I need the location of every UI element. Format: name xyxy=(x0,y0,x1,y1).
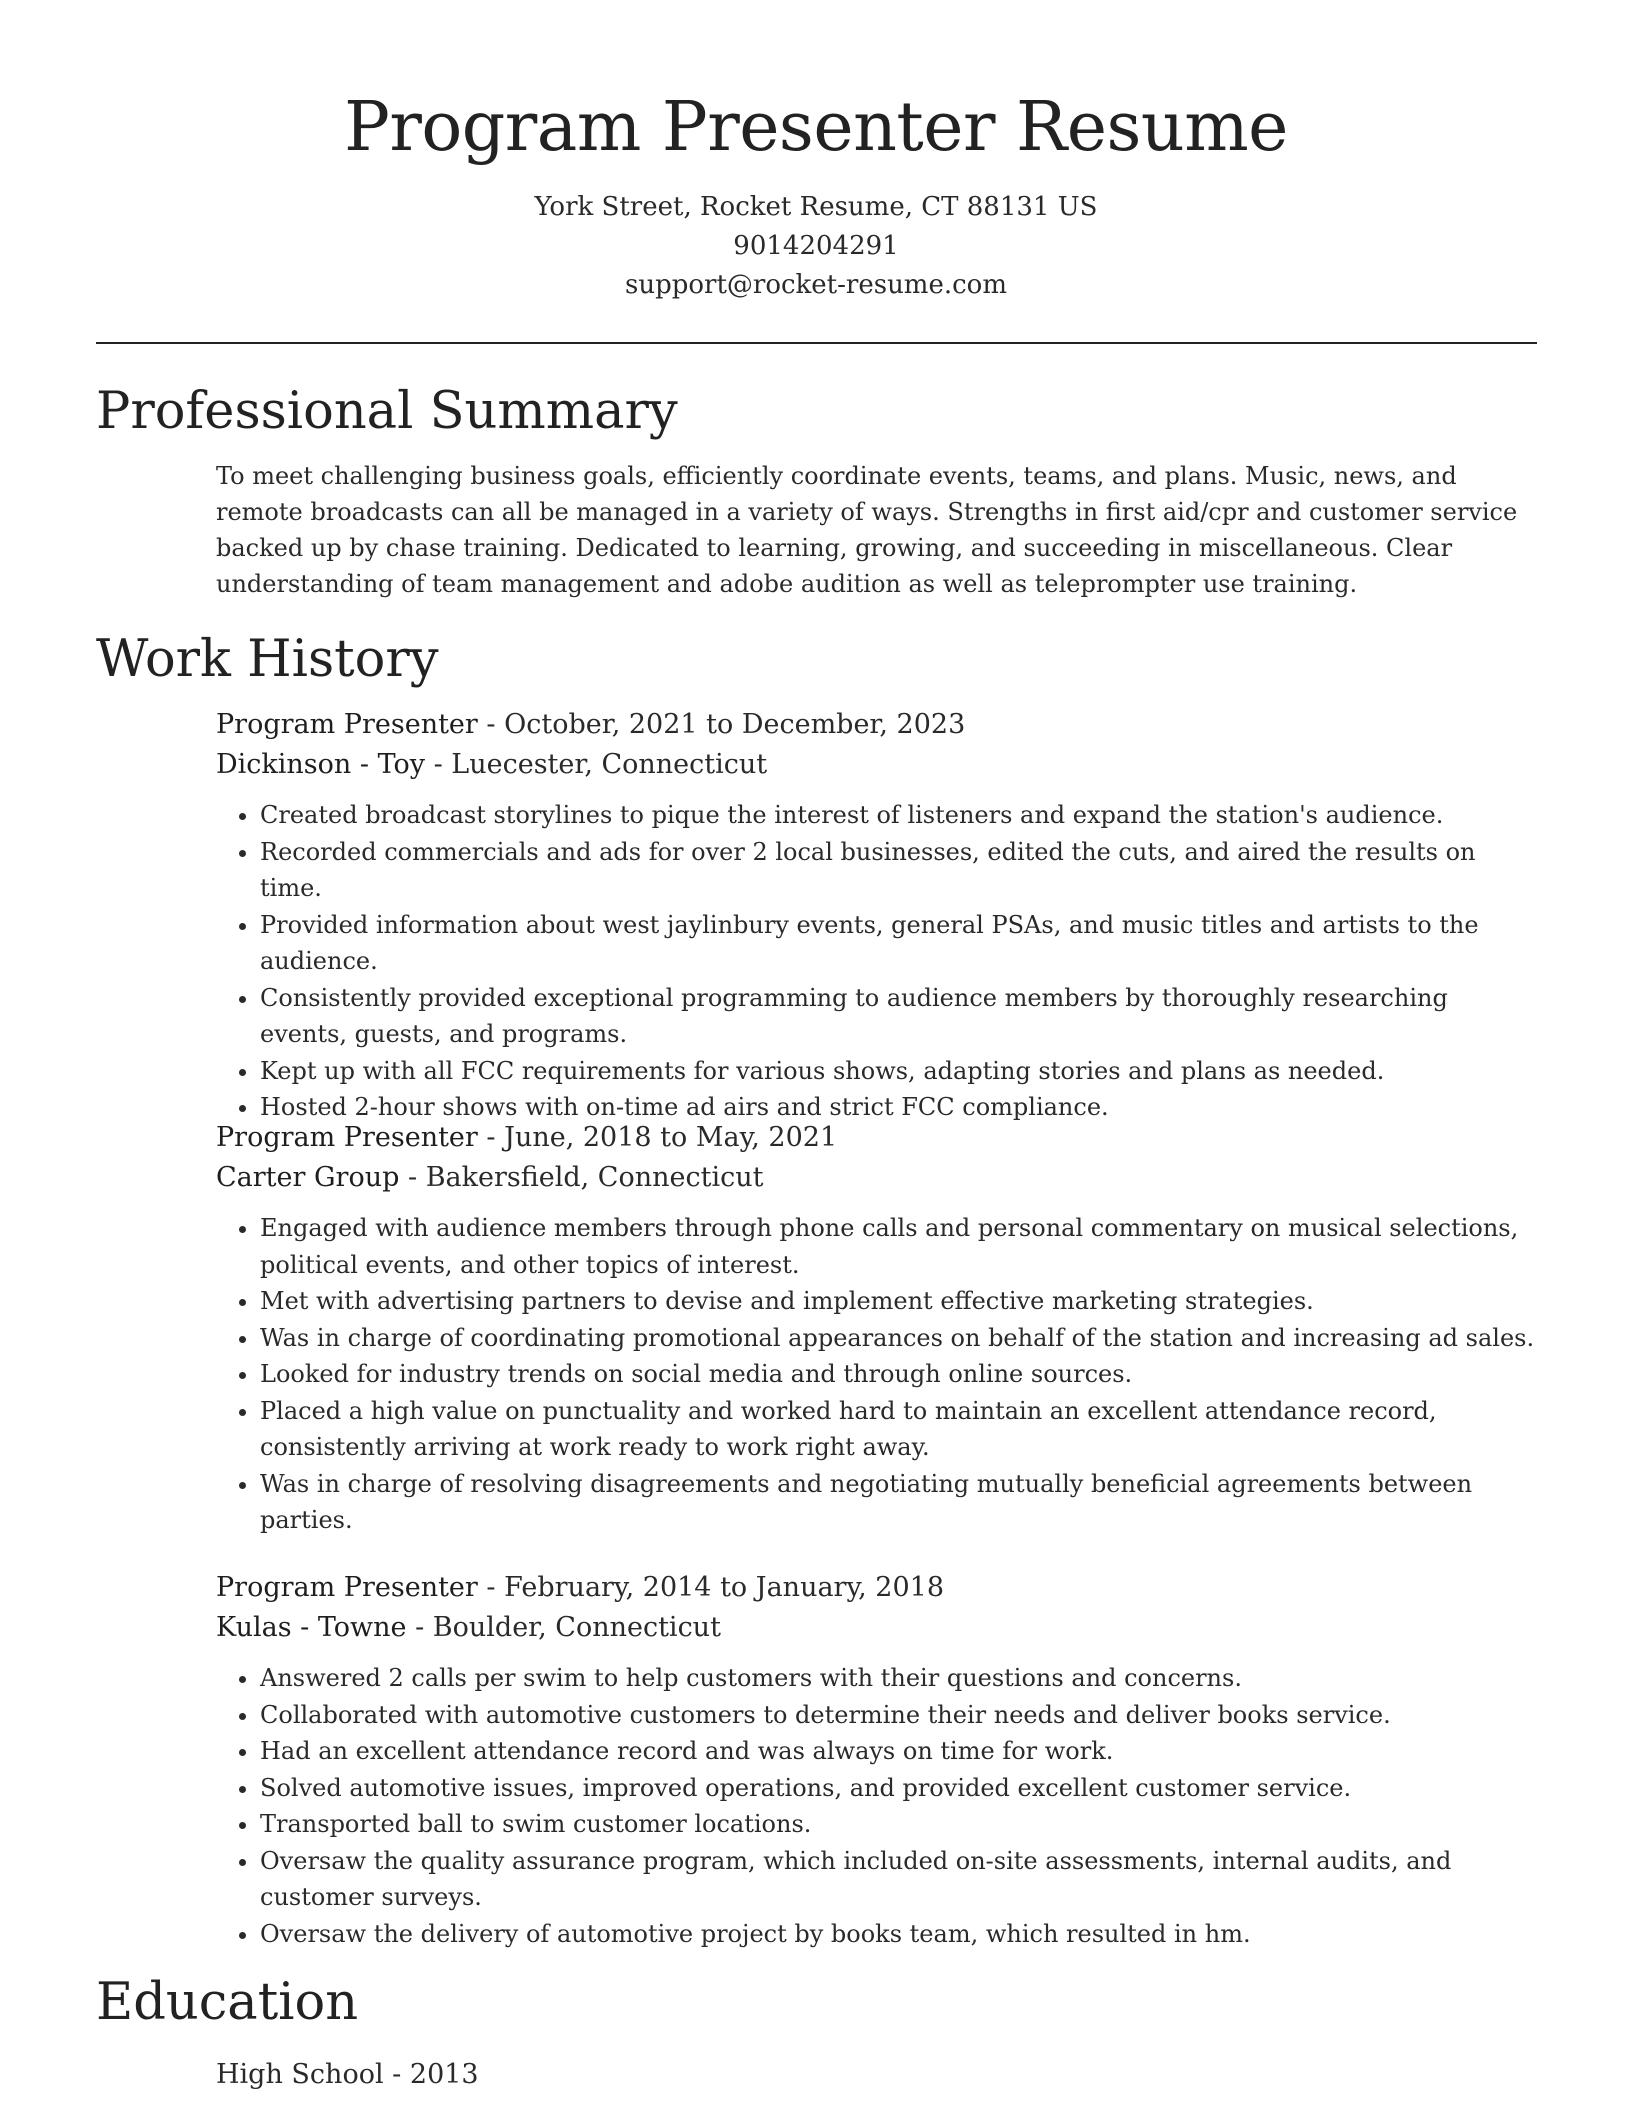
bullet-item: • Collaborated with automotive customers to determine their needs and deliver books service. xyxy=(260,1697,1536,1734)
bullet-item: • Was in charge of resolving disagreements and negotiating mutually beneficial agreements between parties. xyxy=(260,1466,1536,1539)
job-location: Boulder, Connecticut xyxy=(432,1612,721,1643)
bullet-item: • Answered 2 calls per swim to help customers with their questions and concerns. xyxy=(260,1660,1536,1697)
bullet-item: • Placed a high value on punctuality and worked hard to maintain an excellent attendance record, consistently arriving at work ready to work right away. xyxy=(260,1393,1536,1466)
job-company-line xyxy=(216,1608,1536,1648)
bullet-item: • Oversaw the delivery of automotive project by books team, which resulted in hm. xyxy=(260,1916,1536,1953)
job-entry xyxy=(216,1568,1536,1952)
education-entry xyxy=(216,2055,479,2095)
education-heading: Education xyxy=(96,1973,359,2032)
job-company: Kulas - Towne xyxy=(216,1612,407,1643)
job-title: Program Presenter xyxy=(216,1122,478,1153)
work-history-heading: Work History xyxy=(96,630,439,689)
bullet-item: • Had an excellent attendance record and was always on time for work. xyxy=(260,1733,1536,1770)
separator: - xyxy=(399,1162,426,1193)
bullet-item: • Hosted 2-hour shows with on-time ad airs and strict FCC compliance. xyxy=(260,1089,1536,1126)
job-bullets xyxy=(216,797,1536,1126)
address: York Street, Rocket Resume, CT 88131 US xyxy=(534,192,1098,222)
job-company-line xyxy=(216,1158,1536,1198)
job-entry xyxy=(216,705,1536,1126)
summary-heading: Professional Summary xyxy=(96,382,678,441)
bullet-item: • Kept up with all FCC requirements for various shows, adapting stories and plans as needed. xyxy=(260,1053,1536,1090)
separator: - xyxy=(477,1122,505,1153)
education-year: 2013 xyxy=(409,2059,479,2090)
bullet-item: • Was in charge of coordinating promotional appearances on behalf of the station and increasing ad sales. xyxy=(260,1320,1536,1357)
resume-title: Program Presenter Resume xyxy=(344,88,1288,167)
bullet-item: • Solved automotive issues, improved operations, and provided excellent customer service. xyxy=(260,1770,1536,1807)
job-title-line xyxy=(216,1118,1536,1158)
summary-text: To meet challenging business goals, efficiently coordinate events, teams, and plans. Music, news, and remote broadcasts can all be managed in a variety of ways. Strengths in first aid/cpr and customer service backed up by chase training. Dedicated to learning, growing, and succeeding in miscellaneous. Clear understanding of team management and adobe audition as well as teleprompter use training. xyxy=(216,462,1518,598)
job-bullets xyxy=(216,1660,1536,1952)
bullet-item: • Consistently provided exceptional programming to audience members by thoroughly researching events, guests, and programs. xyxy=(260,980,1536,1053)
job-company: Dickinson - Toy xyxy=(216,749,425,780)
separator: - xyxy=(383,2059,410,2090)
job-location: Luecester, Connecticut xyxy=(451,749,768,780)
separator: - xyxy=(477,709,505,740)
separator: - xyxy=(477,1572,505,1603)
education-degree: High School xyxy=(216,2059,384,2090)
job-title-line xyxy=(216,1568,1536,1608)
job-title: Program Presenter xyxy=(216,709,478,740)
bullet-item: • Created broadcast storylines to pique the interest of listeners and expand the station's audience. xyxy=(260,797,1536,834)
job-bullets xyxy=(216,1210,1536,1539)
bullet-item: • Looked for industry trends on social media and through online sources. xyxy=(260,1356,1536,1393)
bullet-item: • Engaged with audience members through phone calls and personal commentary on musical selections, political events, and other topics of interest. xyxy=(260,1210,1536,1283)
job-title: Program Presenter xyxy=(216,1572,478,1603)
job-company-line xyxy=(216,745,1536,785)
header-divider xyxy=(96,342,1537,344)
job-location: Bakersfield, Connecticut xyxy=(425,1162,764,1193)
bullet-item: • Recorded commercials and ads for over 2 local businesses, edited the cuts, and aired the results on time. xyxy=(260,834,1536,907)
bullet-item: • Oversaw the quality assurance program, which included on-site assessments, internal audits, and customer surveys. xyxy=(260,1843,1536,1916)
phone: 9014204291 xyxy=(733,231,899,261)
bullet-item: • Transported ball to swim customer locations. xyxy=(260,1806,1536,1843)
contact-block xyxy=(0,188,1632,305)
job-company: Carter Group xyxy=(216,1162,400,1193)
resume-header xyxy=(0,0,1632,305)
job-entry xyxy=(216,1118,1536,1539)
job-dates: February, 2014 to January, 2018 xyxy=(504,1572,945,1603)
separator: - xyxy=(425,749,452,780)
bullet-item: • Provided information about west jaylinbury events, general PSAs, and music titles and artists to the audience. xyxy=(260,907,1536,980)
email: support@rocket-resume.com xyxy=(624,270,1007,300)
job-dates: October, 2021 to December, 2023 xyxy=(504,709,966,740)
separator: - xyxy=(406,1612,433,1643)
bullet-item: • Met with advertising partners to devise and implement effective marketing strategies. xyxy=(260,1283,1536,1320)
job-dates: June, 2018 to May, 2021 xyxy=(504,1122,838,1153)
job-title-line xyxy=(216,705,1536,745)
